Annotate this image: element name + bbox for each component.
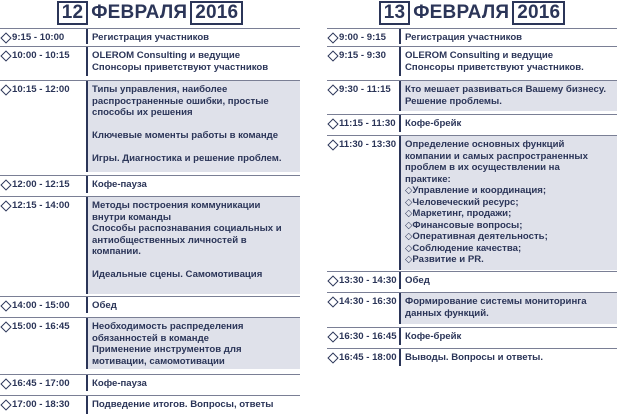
- diamond-bullet-icon: [0, 200, 11, 211]
- row-time: 11:15 - 11:30: [339, 118, 396, 129]
- diamond-bullet-icon: [0, 50, 11, 61]
- row-time: 9:30 - 11:15: [339, 84, 391, 95]
- diamond-bullet-icon: [327, 352, 338, 363]
- row-description: Регистрация участников: [92, 32, 210, 43]
- schedule-row: [327, 328, 617, 345]
- schedule-row: [327, 81, 617, 111]
- row-description: Формирование системы мониторинга данных функций.: [401, 293, 617, 324]
- schedule-row: [327, 272, 617, 289]
- schedule-row: [327, 115, 617, 132]
- row-description: OLEROM Consulting и ведущие Спонсоры приветствуют участников.: [405, 50, 584, 73]
- diamond-bullet-icon: [0, 84, 11, 95]
- row-time: 10:00 - 10:15: [12, 50, 70, 61]
- day-number: 12: [57, 1, 89, 25]
- row-description: Методы построения коммуникации внутри команды Способы распознавания социальных и антиобщественных личностей в компании. Идеальные сцены. Самомотивация: [88, 197, 300, 294]
- diamond-bullet-icon: [0, 399, 11, 410]
- row-time: 9:15 - 10:00: [12, 32, 65, 43]
- year: 2016: [190, 1, 243, 25]
- year: 2016: [512, 1, 565, 25]
- row-description: OLEROM Consulting и ведущие Спонсоры приветствуют участников: [92, 50, 269, 73]
- schedule-row: [0, 375, 300, 391]
- day-column-left: [0, 0, 300, 410]
- diamond-bullet-icon: [327, 139, 338, 150]
- diamond-bullet-icon: [327, 84, 338, 95]
- schedule-row: [0, 176, 300, 193]
- row-time: 16:45 - 18:00: [339, 352, 397, 363]
- diamond-bullet-icon: [0, 321, 11, 332]
- row-time: 16:30 - 16:45: [339, 331, 397, 342]
- month-name: ФЕВРАЛЯ: [91, 2, 188, 23]
- row-description: Необходимость распределения обязанностей в команде Применение инструментов для мотивации, самомотивации: [88, 318, 300, 369]
- row-description: Выводы. Вопросы и ответы.: [405, 352, 544, 363]
- diamond-bullet-icon: [327, 296, 338, 307]
- diamond-bullet-icon: [0, 179, 11, 190]
- diamond-bullet-icon: [327, 331, 338, 342]
- schedule-row: [327, 293, 617, 324]
- schedule-row: [0, 396, 300, 414]
- row-description: Кто мешает развиваться Вашему бизнесу. Решение проблемы.: [401, 81, 617, 111]
- diamond-bullet-icon: [0, 32, 11, 43]
- row-time: 17:00 - 18:30: [12, 399, 70, 410]
- row-time: 12:15 - 14:00: [12, 200, 70, 211]
- diamond-bullet-icon: [327, 118, 338, 129]
- row-description: Типы управления, наиболее распространенные ошибки, простые способы их решения Ключевые моменты работы в команде Игры. Диагностика и решение проблем.: [88, 81, 300, 172]
- row-time: 12:00 - 12:15: [12, 179, 70, 190]
- schedule-row: [0, 297, 300, 313]
- row-time: 11:30 - 13:30: [339, 139, 397, 150]
- row-description: Кофе-пауза: [92, 378, 147, 389]
- schedule-row: [327, 47, 617, 76]
- schedule-row: [0, 81, 300, 172]
- day-number: 13: [379, 1, 411, 25]
- month-name: ФЕВРАЛЯ: [413, 2, 510, 23]
- row-time: 14:30 - 16:30: [339, 296, 397, 307]
- schedule-row: [0, 29, 300, 44]
- row-time: 9:00 - 9:15: [339, 32, 386, 43]
- schedule-row: [0, 47, 300, 76]
- row-description: Обед: [92, 300, 117, 311]
- row-description: Регистрация участников: [405, 32, 523, 43]
- row-time: 10:15 - 12:00: [12, 84, 70, 95]
- schedule-row: [327, 29, 617, 44]
- row-time: 14:00 - 15:00: [12, 300, 70, 311]
- diamond-bullet-icon: [0, 300, 11, 311]
- schedule-row: [327, 349, 617, 366]
- row-description: Кофе-пауза: [92, 179, 147, 190]
- day-header: [327, 0, 617, 26]
- row-description: Обед: [405, 275, 430, 286]
- row-time: 16:45 - 17:00: [12, 378, 70, 389]
- day-header: [0, 0, 300, 26]
- row-description: Определение основных функций компании и самых распространенных проблем в их осуществлении на практике: ◇Управление и координация; ◇Человеческий ресурс; ◇Маркетинг, продажи; ◇Финансовые вопросы; ◇Оперативная деятельность; ◇Соблюдение качества; ◇Развитие и PR.: [401, 136, 617, 270]
- row-time: 9:15 - 9:30: [339, 50, 386, 61]
- row-description: Кофе-брейк: [405, 331, 462, 342]
- row-description: Подведение итогов. Вопросы, ответы: [92, 399, 274, 410]
- schedule-row: [0, 318, 300, 369]
- schedule-row: [0, 197, 300, 294]
- schedule-row: [327, 136, 617, 270]
- diamond-bullet-icon: [327, 50, 338, 61]
- row-description: Кофе-брейк: [405, 118, 462, 129]
- row-time: 15:00 - 16:45: [12, 321, 70, 332]
- row-time: 13:30 - 14:30: [339, 275, 397, 286]
- day-column-right: [327, 0, 617, 363]
- diamond-bullet-icon: [327, 32, 338, 43]
- diamond-bullet-icon: [327, 275, 338, 286]
- diamond-bullet-icon: [0, 378, 11, 389]
